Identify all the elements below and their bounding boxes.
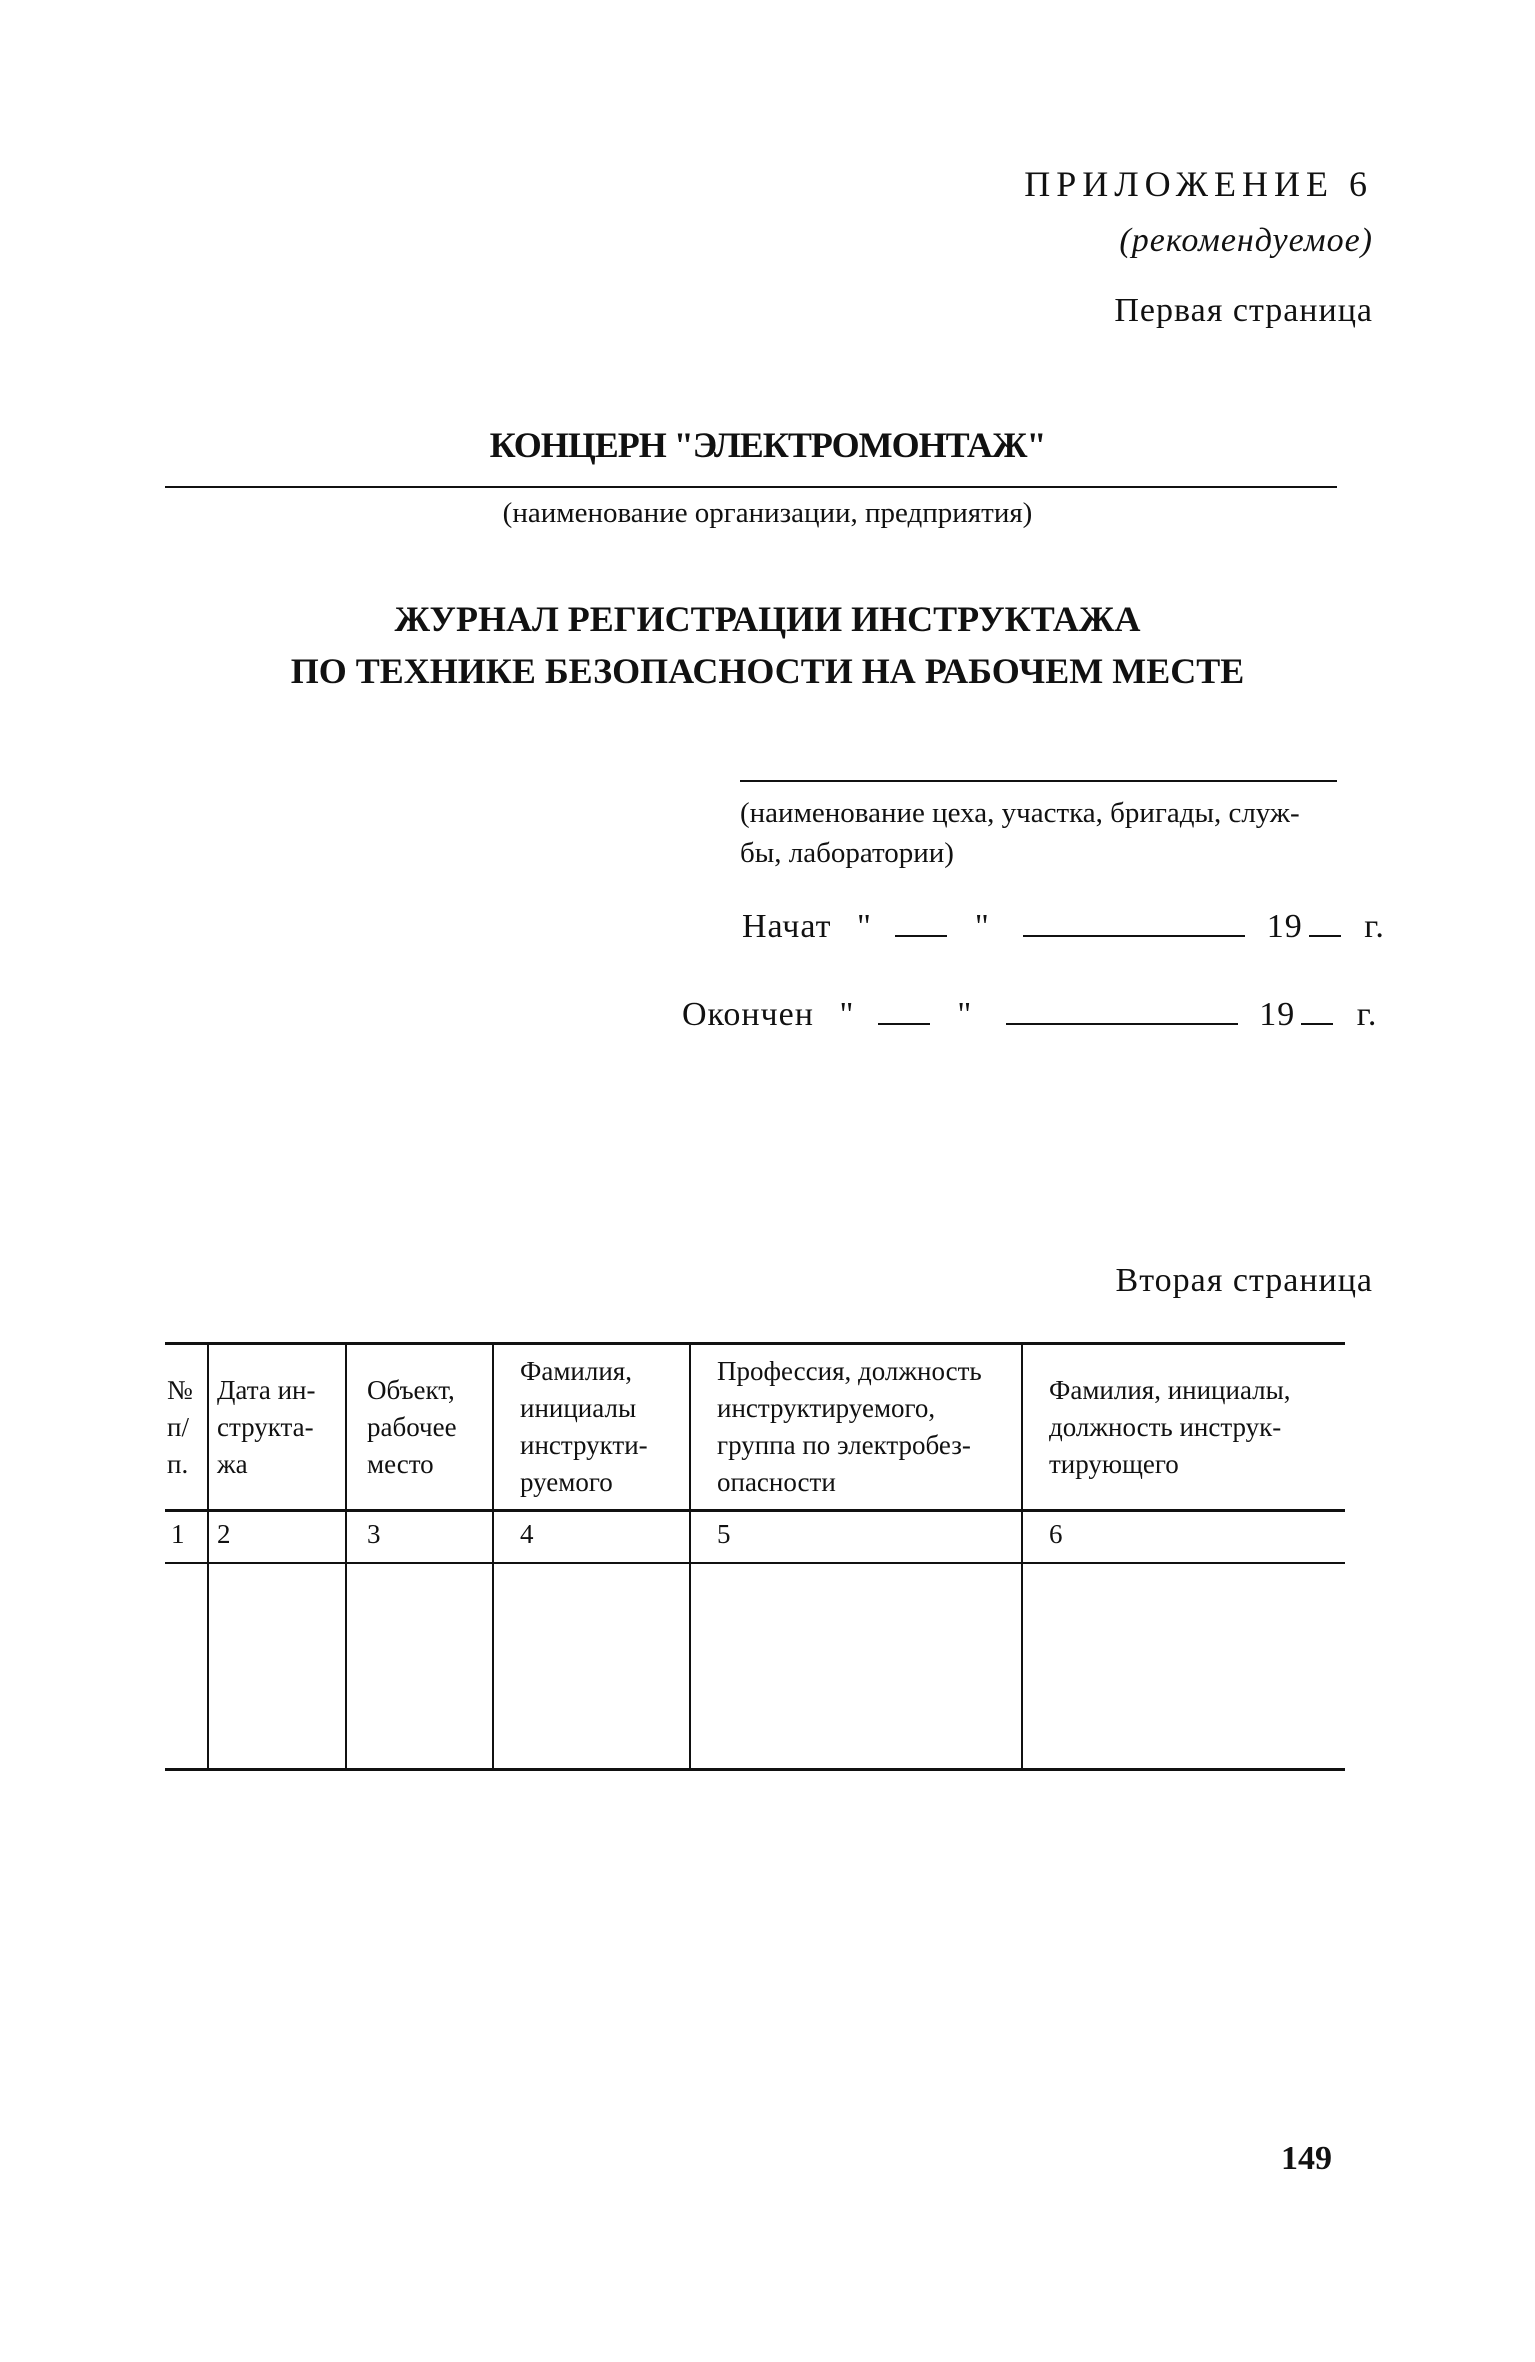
shop-caption-line2: бы, лаборатории) bbox=[740, 837, 954, 869]
organization-underline bbox=[165, 486, 1337, 488]
header-cell-number bbox=[165, 1344, 208, 1511]
recommended-label: (рекомендуемое) bbox=[1119, 222, 1373, 259]
finished-day-blank[interactable] bbox=[878, 993, 930, 1025]
second-page-label: Вторая страница bbox=[1115, 1262, 1373, 1299]
started-label: Начат bbox=[742, 908, 832, 945]
finished-open-quote: " bbox=[839, 996, 855, 1033]
header-line: место bbox=[367, 1448, 434, 1479]
table-row bbox=[165, 1563, 1345, 1770]
started-open-quote: " bbox=[856, 908, 872, 945]
organization-caption: (наименование организации, предприятия) bbox=[502, 497, 1033, 529]
organization-name: КОНЦЕРН "ЭЛЕКТРОМОНТАЖ" bbox=[489, 425, 1046, 465]
number-cell: 1 bbox=[165, 1511, 208, 1564]
started-year-prefix: 19 bbox=[1266, 908, 1303, 945]
journal-table bbox=[165, 1342, 1345, 1771]
header-line: Дата ин- bbox=[217, 1374, 316, 1405]
header-line: структа- bbox=[217, 1411, 314, 1442]
number-cell: 4 bbox=[493, 1511, 690, 1564]
header-line: должность инструк- bbox=[1049, 1411, 1282, 1442]
shop-caption bbox=[740, 793, 1360, 873]
finished-year-prefix: 19 bbox=[1259, 996, 1296, 1033]
number-cell: 5 bbox=[690, 1511, 1022, 1564]
page-number: 149 bbox=[1281, 2140, 1332, 2177]
header-cell-object bbox=[346, 1344, 493, 1511]
finished-month-blank[interactable] bbox=[1006, 993, 1238, 1025]
table-cell[interactable] bbox=[208, 1563, 346, 1770]
table-cell[interactable] bbox=[1022, 1563, 1345, 1770]
header-line: инструкти- bbox=[520, 1430, 648, 1460]
header-line: тирующего bbox=[1049, 1448, 1179, 1479]
table-cell[interactable] bbox=[165, 1563, 208, 1770]
header-cell-trainee-name bbox=[493, 1344, 690, 1511]
header-cell-profession bbox=[690, 1344, 1022, 1511]
number-cell: 2 bbox=[208, 1511, 346, 1564]
header-line: инструктируемого, bbox=[717, 1393, 936, 1423]
header-line: № bbox=[167, 1374, 193, 1405]
header-line: группа по электробез- bbox=[717, 1430, 971, 1460]
header-line: жа bbox=[217, 1448, 248, 1479]
number-cell: 6 bbox=[1022, 1511, 1345, 1564]
started-month-blank[interactable] bbox=[1023, 905, 1245, 937]
table-cell[interactable] bbox=[493, 1563, 690, 1770]
table-header-row bbox=[165, 1344, 1345, 1511]
header-cell-instructor bbox=[1022, 1344, 1345, 1511]
first-page-label: Первая страница bbox=[1114, 292, 1373, 329]
header-line: рабочее bbox=[367, 1411, 457, 1442]
annex-label: ПРИЛОЖЕНИЕ 6 bbox=[1024, 164, 1373, 204]
started-day-blank[interactable] bbox=[895, 905, 947, 937]
number-cell: 3 bbox=[346, 1511, 493, 1564]
finished-close-quote: " bbox=[957, 996, 973, 1033]
table-cell[interactable] bbox=[690, 1563, 1022, 1770]
header-line: опасности bbox=[717, 1467, 836, 1497]
header-line: Профессия, должность bbox=[717, 1356, 982, 1386]
shop-underline bbox=[740, 780, 1337, 782]
journal-title-line2: ПО ТЕХНИКЕ БЕЗОПАСНОСТИ НА РАБОЧЕМ МЕСТЕ bbox=[290, 651, 1245, 691]
shop-caption-line1: (наименование цеха, участка, бригады, служ- bbox=[740, 797, 1300, 829]
started-date-row bbox=[742, 905, 1385, 946]
finished-year-suffix: г. bbox=[1356, 996, 1378, 1033]
table-cell[interactable] bbox=[346, 1563, 493, 1770]
started-close-quote: " bbox=[974, 908, 990, 945]
header-line: Фамилия, инициалы, bbox=[1049, 1374, 1291, 1405]
header-line: инициалы bbox=[520, 1393, 637, 1423]
finished-year-blank[interactable] bbox=[1301, 993, 1333, 1025]
finished-label: Окончен bbox=[682, 996, 814, 1033]
header-line: п/ bbox=[167, 1411, 189, 1442]
header-line: руемого bbox=[520, 1467, 613, 1497]
finished-date-row bbox=[682, 993, 1377, 1034]
started-year-suffix: г. bbox=[1364, 908, 1385, 945]
header-line: Фамилия, bbox=[520, 1356, 632, 1386]
header-cell-date bbox=[208, 1344, 346, 1511]
started-year-blank[interactable] bbox=[1309, 905, 1341, 937]
header-line: п. bbox=[167, 1448, 189, 1479]
header-line: Объект, bbox=[367, 1374, 455, 1405]
table-number-row bbox=[165, 1511, 1345, 1564]
journal-title-line1: ЖУРНАЛ РЕГИСТРАЦИИ ИНСТРУКТАЖА bbox=[394, 599, 1141, 639]
